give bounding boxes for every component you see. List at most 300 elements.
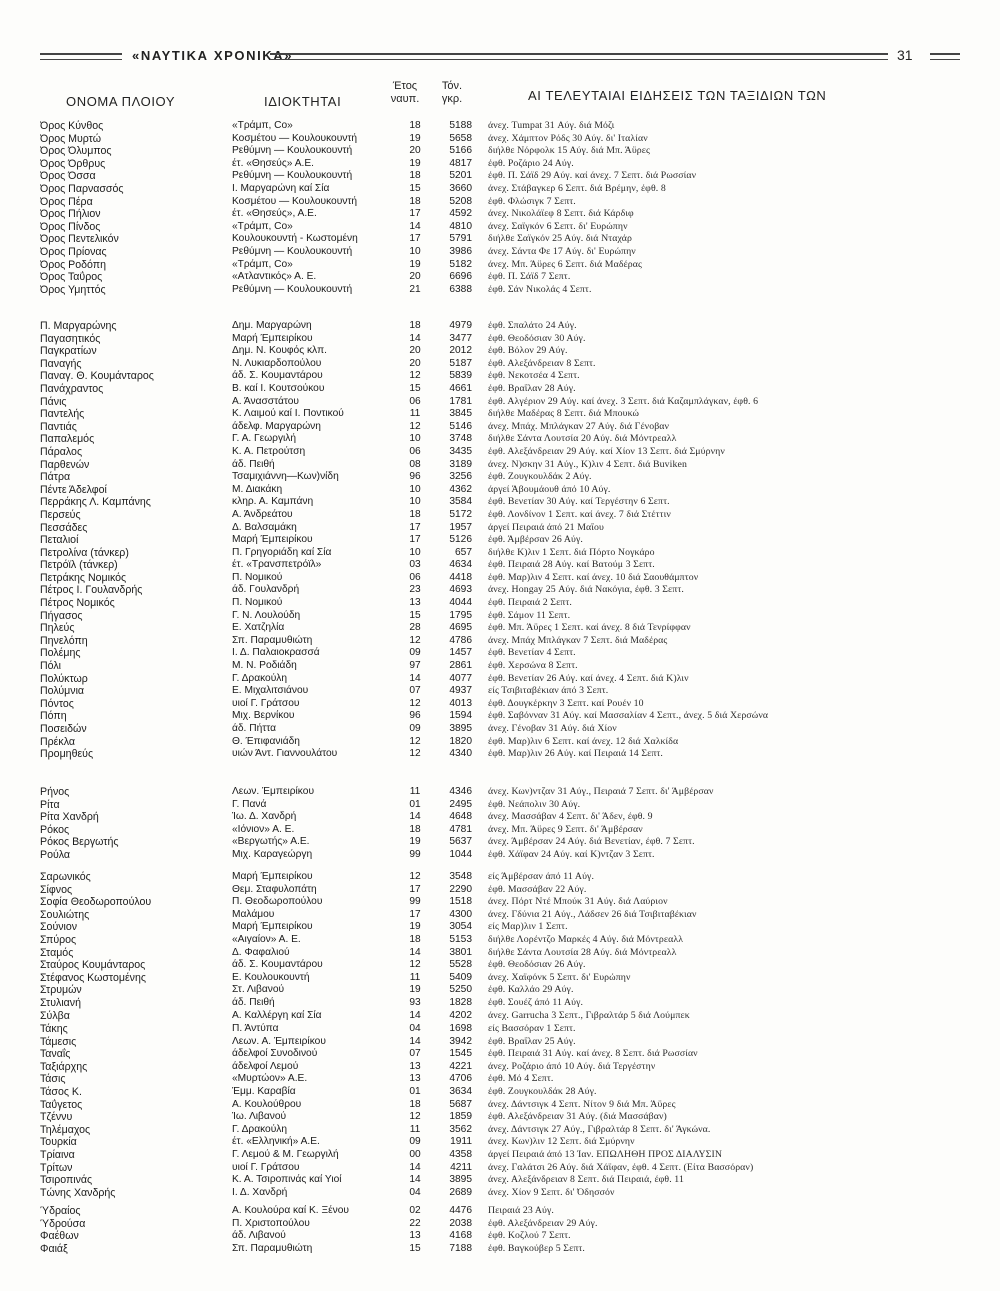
table-row: [0, 1243, 1000, 1256]
gross-tonnage: 2290: [449, 883, 472, 895]
gross-tonnage: 4817: [449, 157, 472, 169]
build-year: 22: [409, 1217, 421, 1229]
table-row: [0, 133, 1000, 146]
ship-name: Τρίαινα: [40, 1148, 75, 1161]
ship-name: Ύδραίος: [40, 1205, 81, 1217]
ship-name: Ρίτα Χανδρή: [40, 811, 99, 824]
owner: έτ. «Θησεύς», Α.Ε.: [232, 208, 317, 220]
ship-name: Ρούλα: [40, 848, 71, 861]
owner: Δημ. Ν. Κουφός κλπ.: [232, 345, 327, 357]
ship-name: Παναγ. Θ. Κουμάνταρος: [40, 370, 154, 383]
build-year: 12: [409, 634, 421, 646]
table-row: [0, 259, 1000, 272]
voyage-news: Πειραιά 23 Αύγ.: [488, 1205, 554, 1216]
table-row: [0, 1174, 1000, 1187]
table-row: [0, 597, 1000, 610]
table-row: [0, 572, 1000, 585]
table-row: [0, 698, 1000, 711]
build-year: 19: [409, 132, 421, 144]
table-row: [0, 509, 1000, 522]
ship-name: Όρος Όλυμπος: [40, 145, 112, 158]
ship-name: Τσιροπινάς: [40, 1174, 93, 1187]
table-row: [0, 1149, 1000, 1162]
voyage-news: άνεχ. Άμβέρσαν 24 Αύγ. διά Βενετίαν, έφθ. 7 Σεπτ.: [488, 836, 695, 848]
owner: Θ. Έπιφανιάδη: [232, 735, 300, 747]
ship-name: Πάνις: [40, 395, 67, 408]
voyage-news: έφθ. Λονδίνον 1 Σεπτ. καί άνεχ. 7 διά Στέττιν: [488, 508, 671, 520]
build-year: 15: [409, 1242, 421, 1254]
table-row: [0, 358, 1000, 371]
ship-name: Παναγής: [40, 357, 82, 370]
build-year: 20: [409, 145, 421, 157]
gross-tonnage: 4979: [449, 320, 472, 331]
voyage-news: άνεχ. Στάβαγκερ 6 Σεπτ. διά Βρέμην, έφθ. 8: [488, 182, 666, 194]
gross-tonnage: 4937: [449, 685, 472, 697]
gross-tonnage: 3634: [449, 1085, 472, 1097]
gross-tonnage: 5208: [449, 195, 472, 207]
voyage-news: άνεχ. Γδύνια 21 Αύγ., Λάδσεν 26 διά Τσιβιταβέκιαν: [488, 908, 697, 920]
build-year: 02: [409, 1205, 421, 1216]
gross-tonnage: 5201: [449, 170, 472, 182]
table-row: [0, 158, 1000, 171]
voyage-news: έφθ. Μαρ)λιν 26 Αύγ. καί Πειραιά 14 Σεπτ.: [488, 748, 663, 760]
table-row: [0, 183, 1000, 196]
ship-name: Πανάχραντος: [40, 382, 104, 395]
table-row: [0, 1023, 1000, 1036]
table-row: [0, 284, 1000, 297]
table-row: [0, 145, 1000, 158]
table-row: [0, 947, 1000, 960]
owner: Ι. Δ. Παλαιοκρασσά: [232, 647, 320, 659]
voyage-news: διήλθε Σάντα Λουτσία 28 Αύγ. διά Μόντρεαλλ: [488, 946, 677, 958]
gross-tonnage: 6388: [449, 283, 472, 295]
voyage-news: διήλθε Σαϊγκόν 25 Αύγ. διά Νταχάρ: [488, 233, 632, 245]
voyage-news: άνεχ. Ν)σκην 31 Αύγ., Κ)λιν 4 Σεπτ. διά Buviken: [488, 458, 687, 470]
gross-tonnage: 2038: [449, 1217, 472, 1229]
owner: Π. Χριστοπούλου: [232, 1217, 310, 1229]
voyage-news: είς Τσιβιταβέκιαν άπό 3 Σεπτ.: [488, 685, 609, 697]
voyage-news: έφθ. Κοζλού 7 Σεπτ.: [488, 1230, 571, 1242]
ship-name: Ρήνος: [40, 786, 70, 798]
build-year: 13: [409, 1073, 421, 1085]
ship-name: Ταναΐς: [40, 1048, 71, 1061]
table-row: [0, 736, 1000, 749]
table-row: [0, 246, 1000, 259]
build-year: 20: [409, 271, 421, 283]
gross-tonnage: 3895: [449, 723, 472, 734]
voyage-news: έφθ. Χερσώνα 8 Σεπτ.: [488, 660, 578, 672]
gross-tonnage: 4358: [449, 1148, 472, 1160]
ship-name: Πόλι: [40, 660, 61, 673]
voyage-news: άνεχ. Γένοβαν 31 Αύγ. διά Χίον: [488, 723, 617, 734]
build-year: 04: [409, 1186, 421, 1198]
ship-name: Σοφία Θεοδωροπούλου: [40, 896, 152, 909]
gross-tonnage: 5126: [449, 534, 472, 546]
build-year: 14: [409, 220, 421, 232]
table-row: [0, 221, 1000, 234]
table-row: [0, 622, 1000, 635]
owner: άδ. Πήττα: [232, 723, 277, 734]
gross-tonnage: 7188: [449, 1242, 472, 1254]
table-row: [0, 635, 1000, 648]
table-row: [0, 610, 1000, 623]
table-row: [0, 884, 1000, 897]
table-row: [0, 1136, 1000, 1149]
ship-group: [0, 120, 1000, 296]
ship-name: Όρος Πέρα: [40, 195, 93, 208]
ship-name: Πέτρος Νομικός: [40, 597, 115, 610]
build-year: 17: [409, 521, 421, 533]
gross-tonnage: 3986: [449, 245, 472, 257]
ship-name: Σταμός: [40, 946, 74, 959]
ship-name: Πάραλος: [40, 445, 83, 458]
ship-name: Περσεύς: [40, 508, 81, 521]
owner: Π. Νομικού: [232, 597, 283, 609]
voyage-news: διήλθε Σάντα Λουτσία 20 Αύγ. διά Μόντρεαλλ: [488, 433, 677, 445]
gross-tonnage: 5528: [449, 959, 472, 971]
table-row: [0, 1218, 1000, 1231]
voyage-news: άνεχ. Μπάχ. Μπλάγκαν 27 Αύγ. διά Γένοβαν: [488, 420, 670, 432]
owner: Μαλάμου: [232, 908, 275, 920]
ship-name: Τηλέμαχος: [40, 1123, 91, 1136]
owner: έτ. «Ελληνική» Α.Ε.: [232, 1136, 320, 1148]
voyage-news: έφθ. Σπαλάτο 24 Αύγ.: [488, 320, 577, 331]
ship-name: Ταΰγετος: [40, 1098, 83, 1111]
build-year: 18: [409, 508, 421, 520]
voyage-news: έφθ. Μασσάβαν 22 Αύγ.: [488, 883, 587, 895]
voyage-news: έφθ. Πειραιά 31 Αύγ. καί άνεχ. 8 Σεπτ. διά Ρωσσίαν: [488, 1048, 698, 1060]
ship-name: Πάτρα: [40, 471, 71, 484]
owner: άδ. Λιβανού: [232, 1230, 286, 1242]
build-year: 15: [409, 182, 421, 194]
gross-tonnage: 5172: [449, 508, 472, 520]
gross-tonnage: 4661: [449, 382, 472, 394]
ship-name: Ταξιάρχης: [40, 1060, 88, 1073]
owner: άδελφοί Συνοδινού: [232, 1048, 318, 1060]
gross-tonnage: 1795: [449, 609, 472, 621]
table-row: [0, 120, 1000, 133]
owner: Ι. Μαργαρώνη καί Σία: [232, 182, 330, 194]
table-row: [0, 459, 1000, 472]
build-year: 14: [409, 672, 421, 684]
owner: «Ιόνιον» Α. Ε.: [232, 823, 295, 835]
owner: Ρεθύμνη — Κουλουκουντή: [232, 145, 353, 157]
gross-tonnage: 5146: [449, 420, 472, 432]
owner: Μαρή Έμπειρίκου: [232, 921, 313, 933]
owner: Γ. Ν. Λουλούδη: [232, 609, 301, 621]
ship-name: Παπαλεμός: [40, 433, 95, 446]
voyage-news: άνεχ. Χαϊφόνκ 5 Σεπτ. δι' Ευρώπην: [488, 971, 631, 983]
gross-tonnage: 3660: [449, 182, 472, 194]
ship-name: Περράκης Λ. Καμπάνης: [40, 496, 151, 509]
owner: Κουλουκουντή - Κωστομένη: [232, 233, 358, 245]
column-header-build-year-line2: ναυπ.: [390, 93, 420, 105]
voyage-news: άργεί Πειραιά άπό 21 Μαΐου: [488, 521, 604, 533]
build-year: 12: [409, 748, 421, 760]
gross-tonnage: 5687: [449, 1098, 472, 1110]
voyage-news: διήλθε Κ)λιν 1 Σεπτ. διά Πόρτο Νογκάρο: [488, 546, 655, 558]
build-year: 18: [409, 120, 421, 131]
gross-tonnage: 5791: [449, 233, 472, 245]
owner: «Βεργωτής» Α.Ε.: [232, 836, 310, 848]
gross-tonnage: 1820: [449, 735, 472, 747]
voyage-news: έφθ. Θεοδόσιαν 30 Αύγ.: [488, 332, 586, 344]
ship-name: Π. Μαργαρώνης: [40, 320, 117, 332]
build-year: 12: [409, 959, 421, 971]
gross-tonnage: 5839: [449, 370, 472, 382]
build-year: 13: [409, 597, 421, 609]
ship-group: [0, 320, 1000, 761]
gross-tonnage: 3942: [449, 1035, 472, 1047]
table-row: [0, 909, 1000, 922]
ship-name: Ύδρούσα: [40, 1217, 86, 1230]
table-row: [0, 710, 1000, 723]
ship-group: [0, 786, 1000, 862]
gross-tonnage: 3845: [449, 408, 472, 420]
build-year: 12: [409, 871, 421, 882]
voyage-news: έφθ. Βενετίαν 4 Σεπτ.: [488, 647, 576, 659]
gross-tonnage: 4786: [449, 634, 472, 646]
voyage-news: έφθ. Ροζάριο 24 Αύγ.: [488, 157, 574, 169]
voyage-news: άνεχ. Σάντα Φε 17 Αύγ. δι' Ευρώπην: [488, 245, 636, 257]
gross-tonnage: 5182: [449, 258, 472, 270]
table-row: [0, 1086, 1000, 1099]
voyage-news: έφθ. Μό 4 Σεπτ.: [488, 1073, 554, 1085]
build-year: 18: [409, 933, 421, 945]
owner: άδ. Σ. Κουμαντάρου: [232, 370, 323, 382]
gross-tonnage: 4077: [449, 672, 472, 684]
table-row: [0, 896, 1000, 909]
build-year: 11: [409, 1123, 421, 1135]
voyage-news: έφθ. Αλεξάνδρειαν 29 Αύγ.: [488, 1217, 598, 1229]
ship-name: Όρος Όσσα: [40, 170, 96, 183]
owner: Θεμ. Σταφυλοπάτη: [232, 883, 317, 895]
build-year: 12: [409, 1111, 421, 1123]
build-year: 14: [409, 332, 421, 344]
ship-name: Πόπη: [40, 710, 67, 723]
build-year: 06: [409, 571, 421, 583]
table-row: [0, 934, 1000, 947]
table-row: [0, 1048, 1000, 1061]
owner: Μ. Ν. Ροδιάδη: [232, 660, 297, 672]
table-row: [0, 320, 1000, 333]
build-year: 10: [409, 483, 421, 495]
owner: «Τράμπ, Co»: [232, 120, 293, 131]
table-row: [0, 1061, 1000, 1074]
owner: Π. Θεοδωροπούλου: [232, 896, 323, 908]
ship-name: Πολύμνια: [40, 685, 85, 698]
owner: Τσαμιχιάννη—Κων)νίδη: [232, 471, 339, 483]
owner: Α. Κουλούρα καί Κ. Ξένου: [232, 1205, 349, 1216]
build-year: 18: [409, 1098, 421, 1110]
owner: Α. Άνασστάτου: [232, 395, 299, 407]
voyage-news: έφθ. Νεκοτσέα 4 Σεπτ.: [488, 370, 580, 382]
table-row: [0, 333, 1000, 346]
table-row: [0, 836, 1000, 849]
ship-name: Τάμεσις: [40, 1035, 77, 1048]
voyage-news: έφθ. Αλγέριον 29 Αύγ. καί άνεχ. 3 Σεπτ. διά Καζαμπλάγκαν, έφθ. 6: [488, 395, 759, 407]
gross-tonnage: 4221: [449, 1060, 472, 1072]
voyage-news: άνεχ. Χάμπτον Ρόδς 30 Αύγ. δι' Ιταλίαν: [488, 132, 648, 144]
column-header-owners: ΙΔΙΟΚΤΗΤΑΙ: [264, 94, 342, 109]
owner: Α. Άνδρεάτου: [232, 508, 293, 520]
voyage-news: άνεχ. Μπάχ Μπλάγκαν 7 Σεπτ. διά Μαδέρας: [488, 634, 668, 646]
owner: Β. καί Ι. Κουτσούκου: [232, 382, 325, 394]
ship-group: [0, 1205, 1000, 1255]
voyage-news: έφθ. Δουγκέρκην 3 Σεπτ. καί Ρουέν 10: [488, 697, 644, 709]
gross-tonnage: 3435: [449, 445, 472, 457]
owner: άδ. Πειθή: [232, 458, 275, 470]
ship-name: Πετρόϊλ (τάνκερ): [40, 559, 118, 572]
voyage-news: έφθ. Μαρ)λιν 6 Σεπτ. καί άνεχ. 12 διά Χαλκίδα: [488, 735, 679, 747]
ship-name: Ποσειδών: [40, 723, 87, 735]
gross-tonnage: 4418: [449, 571, 472, 583]
owner: Γ. Δρακούλη: [232, 672, 288, 684]
owner: υιοί Γ. Γράτσου: [232, 697, 300, 709]
voyage-news: διήλθε Μαδέρας 8 Σεπτ. διά Μπουκώ: [488, 408, 640, 420]
build-year: 17: [409, 883, 421, 895]
gross-tonnage: 4168: [449, 1230, 472, 1242]
owner: Μιχ. Βερνίκου: [232, 710, 295, 722]
owner: Ίω. Λιβανού: [232, 1111, 287, 1123]
owner: «Μυρτώον» Α.Ε.: [232, 1073, 308, 1085]
gross-tonnage: 3054: [449, 921, 472, 933]
table-row: [0, 345, 1000, 358]
owner: Γ. Λεμού & Μ. Γεωργιλή: [232, 1148, 339, 1160]
table-row: [0, 496, 1000, 509]
build-year: 99: [409, 896, 421, 908]
build-year: 12: [409, 735, 421, 747]
gross-tonnage: 657: [455, 546, 472, 558]
table-row: [0, 271, 1000, 284]
voyage-news: έφθ. Πειραιά 28 Αύγ. καί Βατούμ 3 Σεπτ.: [488, 559, 655, 571]
ship-name: Σουλιώτης: [40, 908, 90, 921]
voyage-news: διήλθε Νόρφολκ 15 Αύγ. διά Μπ. Άϋρες: [488, 145, 650, 157]
owner: έτ. «Θησεύς» Α.Ε.: [232, 157, 314, 169]
gross-tonnage: 1594: [449, 710, 472, 722]
build-year: 19: [409, 157, 421, 169]
table-row: [0, 584, 1000, 597]
gross-tonnage: 3256: [449, 471, 472, 483]
voyage-news: έφθ. Αλεξάνδρειαν 29 Αύγ. καί Χίον 13 Σεπτ. διά Σμύρνην: [488, 445, 725, 457]
ship-name: Όρος Πρίονας: [40, 245, 107, 258]
gross-tonnage: 3895: [449, 1174, 472, 1186]
table-row: [0, 534, 1000, 547]
build-year: 14: [409, 1035, 421, 1047]
build-year: 15: [409, 609, 421, 621]
gross-tonnage: 3548: [449, 871, 472, 882]
voyage-news: έφθ. Αλεξάνδρειαν 8 Σεπτ.: [488, 357, 596, 369]
ship-name: Παγασητικός: [40, 332, 101, 345]
gross-tonnage: 4634: [449, 559, 472, 571]
ship-name: Όρος Παρνασσός: [40, 182, 124, 195]
ship-name: Πετρολίνα (τάνκερ): [40, 546, 129, 559]
gross-tonnage: 4340: [449, 748, 472, 760]
table-row: [0, 786, 1000, 799]
owner: Π. Άντύπα: [232, 1023, 279, 1034]
column-header-latest-voyage-news: ΑΙ ΤΕΛΕΥΤΑΙΑΙ ΕΙΔΗΣΕΙΣ ΤΩΝ ΤΑΞΙΔΙΩΝ ΤΩΝ: [528, 88, 827, 103]
owner: Π. Νομικού: [232, 571, 283, 583]
voyage-news: άνεχ. Δάντσιγκ 27 Αύγ., Γιβραλτάρ 8 Σεπτ. δι' Άγκώνα.: [488, 1123, 711, 1135]
owner: υιοί Γ. Γράτσου: [232, 1161, 300, 1173]
owner: Ρεθύμνη — Κουλουκουντή: [232, 245, 353, 257]
owner: κληρ. Α. Καμπάνη: [232, 496, 314, 508]
owner: Δ. Φαφαλιού: [232, 946, 290, 958]
ship-name: Όρος Κύνθος: [40, 120, 104, 132]
owner: Έμμ. Καραβία: [232, 1085, 296, 1097]
owner: άδελφ. Μαργαρώνη: [232, 420, 321, 432]
voyage-news: έφθ. Καλλάο 29 Αύγ.: [488, 984, 574, 996]
build-year: 19: [409, 984, 421, 996]
build-year: 09: [409, 723, 421, 734]
voyage-news: έφθ. Ζουγκουλδάκ 28 Αύγ.: [488, 1085, 597, 1097]
table-row: [0, 1205, 1000, 1218]
ship-name: Πολύκτωρ: [40, 672, 88, 685]
build-year: 14: [409, 946, 421, 958]
ship-name: Όρος Υμηττός: [40, 283, 106, 296]
table-row: [0, 799, 1000, 812]
gross-tonnage: 2861: [449, 660, 472, 672]
owner: «Αιγαίον» Α. Ε.: [232, 933, 301, 945]
table-row: [0, 484, 1000, 497]
owner: Ρεθύμνη — Κουλουκουντή: [232, 283, 353, 295]
voyage-news: άνεχ. Hongay 25 Αύγ. διά Νακόγια, έφθ. 3 Σεπτ.: [488, 584, 684, 596]
owner: Κοσμέτου — Κουλουκουντή: [232, 195, 358, 207]
owner: Λεων. Α. Έμπειρίκου: [232, 1035, 326, 1047]
gross-tonnage: 3801: [449, 946, 472, 958]
ship-name: Πέντε Άδελφοί: [40, 483, 107, 496]
ship-name: Φαιάξ: [40, 1242, 68, 1255]
ship-name: Παρθενών: [40, 458, 90, 471]
table-row: [0, 871, 1000, 884]
ship-name: Όρος Πεντελικόν: [40, 233, 119, 246]
table-row: [0, 547, 1000, 560]
ship-name: Όρος Μυρτώ: [40, 132, 101, 145]
build-year: 17: [409, 233, 421, 245]
gross-tonnage: 1044: [449, 848, 472, 860]
voyage-news: είς Άμβέρσαν άπό 11 Αύγ.: [488, 871, 595, 882]
owner: Γ. Α. Γεωργιλή: [232, 433, 297, 445]
table-row: [0, 446, 1000, 459]
build-year: 12: [409, 697, 421, 709]
build-year: 10: [409, 245, 421, 257]
build-year: 08: [409, 458, 421, 470]
ship-name: Πήγασος: [40, 609, 83, 622]
ship-name: Ρόκος: [40, 823, 70, 836]
voyage-news: είς Μαρ)λιν 1 Σεπτ.: [488, 921, 568, 933]
owner: Μιχ. Καραγεώργη: [232, 848, 313, 860]
ship-name: Όρος Πήλιον: [40, 208, 101, 221]
build-year: 10: [409, 433, 421, 445]
gross-tonnage: 5250: [449, 984, 472, 996]
build-year: 18: [409, 170, 421, 182]
ship-name: Στέφανος Κωστομένης: [40, 971, 146, 984]
ship-name: Όρος Πίνδος: [40, 220, 101, 233]
ship-name: Πεσσάδες: [40, 521, 88, 534]
column-header-gross-tons-line2: γκρ.: [441, 93, 463, 105]
gross-tonnage: 5166: [449, 145, 472, 157]
table-row: [0, 370, 1000, 383]
voyage-news: είς Βασσόραν 1 Σεπτ.: [488, 1023, 576, 1034]
gross-tonnage: 1911: [450, 1136, 472, 1148]
owner: Στ. Λιβανού: [232, 984, 285, 996]
table-row: [0, 921, 1000, 934]
gross-tonnage: 4706: [449, 1073, 472, 1085]
gross-tonnage: 1698: [449, 1023, 472, 1034]
table-row: [0, 1230, 1000, 1243]
build-year: 96: [409, 471, 421, 483]
owner: Δημ. Μαργαρώνη: [232, 320, 312, 331]
